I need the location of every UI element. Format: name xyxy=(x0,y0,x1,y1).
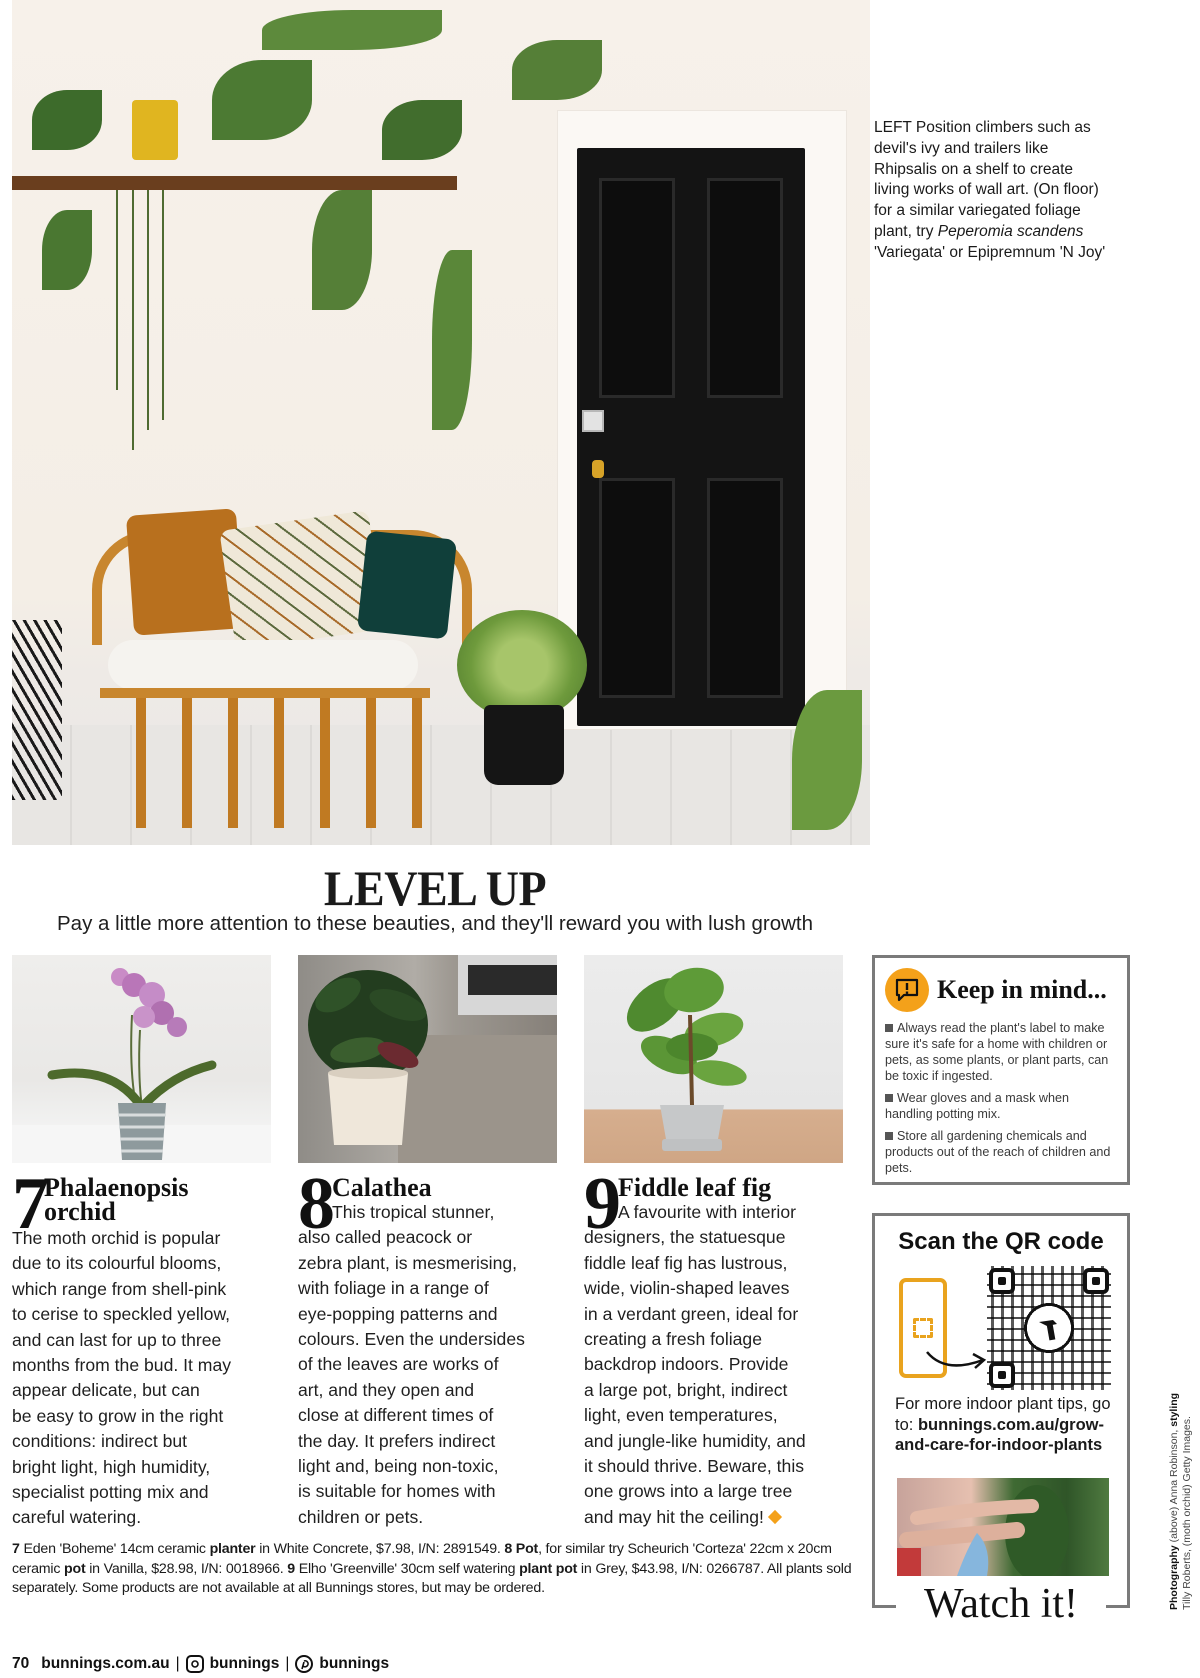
page-footer xyxy=(12,1655,389,1673)
plant-number: 8 xyxy=(298,1163,335,1245)
plant-9-fiddle-leaf-fig xyxy=(584,1163,846,1530)
plant-name: Fiddle leaf fig xyxy=(618,1173,772,1202)
tip-item: Always read the plant's label to make sure it's safe for a home with children or pets, as some plants, or plant parts, can be toxic if ingested. xyxy=(885,1021,1109,1083)
hammer-icon xyxy=(1035,1314,1063,1342)
plant-description-first-line: A favourite with interior xyxy=(618,1202,796,1222)
fiddle-leaf-fig-photo xyxy=(584,955,843,1163)
video-thumbnail[interactable] xyxy=(897,1478,1109,1576)
tips-link[interactable]: bunnings.com.au/grow-and-care-for-indoor-plants xyxy=(895,1415,1105,1454)
calathea-photo xyxy=(298,955,557,1163)
plant-name-line2: orchid xyxy=(44,1197,116,1226)
square-bullet-icon xyxy=(885,1132,893,1140)
page-number: 70 xyxy=(12,1655,30,1672)
pinterest-icon xyxy=(295,1655,313,1673)
curved-arrow-icon xyxy=(925,1346,989,1376)
keep-in-mind-box xyxy=(872,955,1130,1185)
square-bullet-icon xyxy=(885,1024,893,1032)
keep-in-mind-title: Keep in mind... xyxy=(937,975,1107,1004)
black-door xyxy=(577,148,805,726)
door-lock xyxy=(582,410,604,432)
scan-frame-icon xyxy=(913,1318,933,1338)
website-link[interactable]: bunnings.com.au xyxy=(41,1655,170,1672)
tip-item: Store all gardening chemicals and products out of the reach of children and pets. xyxy=(885,1129,1111,1175)
instagram-handle[interactable]: bunnings xyxy=(209,1655,280,1672)
alert-speech-bubble-icon xyxy=(885,968,929,1012)
seat-cushion xyxy=(108,640,418,690)
plant-number: 9 xyxy=(584,1163,621,1245)
plant-description: designers, the statuesque fiddle leaf fig has lustrous, wide, violin-shaped leaves in a verdant green, ideal for creating a fresh foliage backdrop indoors. Provide a large pot, bright, indirect light, even temperatures, and jungle-like humidity, and it should thrive. Beware, this one grows into a large tree and may hit the ceiling! xyxy=(584,1227,806,1527)
qr-code[interactable] xyxy=(987,1266,1111,1390)
plant-description: also called peacock or zebra plant, is mesmerising, with foliage in a range of eye-popping patterns and colours. Even the undersides of the leaves are works of art, and they open and close at different times of the day. It prefers indirect light and, being non-toxic, is suitable for homes with children or pets. xyxy=(298,1227,525,1527)
hero-photo xyxy=(12,0,870,845)
door-knob xyxy=(592,460,604,478)
orchid-photo xyxy=(12,955,271,1163)
square-bullet-icon xyxy=(885,1094,893,1102)
qr-code-box xyxy=(872,1213,1130,1605)
section-subtitle: Pay a little more attention to these beauties, and they'll reward you with lush growth xyxy=(57,912,813,935)
plant-7-orchid xyxy=(12,1163,274,1531)
qr-tips-text: For more indoor plant tips, go to: bunnings.com.au/grow-and-care-for-indoor-plants xyxy=(895,1395,1111,1454)
black-floor-pot xyxy=(484,705,564,785)
divider xyxy=(1106,1605,1130,1608)
separator: | xyxy=(175,1655,180,1672)
qr-title: Scan the QR code xyxy=(898,1228,1104,1255)
separator: | xyxy=(285,1655,290,1672)
plant-name: Phalaenopsis xyxy=(44,1173,189,1202)
instagram-icon xyxy=(186,1655,204,1673)
pinterest-handle[interactable]: bunnings xyxy=(319,1655,390,1672)
end-mark-diamond-icon xyxy=(768,1510,782,1524)
tip-item: Wear gloves and a mask when handling potting mix. xyxy=(885,1091,1069,1121)
loveseat-base xyxy=(100,688,430,828)
hero-caption: LEFT Position climbers such as devil's ivy and trailers like Rhipsalis on a shelf to create living works of wall art. (On floor) for a similar variegated foliage plant, try Peperomia scandens 'Variegata' or Epipremnum 'N Joy' xyxy=(874,119,1106,261)
watch-it-label[interactable]: Watch it! xyxy=(872,1583,1130,1629)
plant-description-first-line: This tropical stunner, xyxy=(332,1202,495,1222)
plant-description: The moth orchid is popular due to its colourful blooms, which range from shell-pink to cerise to speckled yellow, and can last for up to three months from the bud. It may appear delicate, but can be easy to grow in the right conditions: indirect but bright light, high humidity, specialist potting mix and careful watering. xyxy=(12,1228,232,1528)
photo-credit: Photography (above) Anna Robinson, styling Tilly Roberts, (moth orchid) Getty Images. xyxy=(1168,1392,1193,1610)
plant-number: 7 xyxy=(12,1163,49,1245)
wall-shelf xyxy=(12,176,457,190)
product-specs: 7 Eden 'Boheme' 14cm ceramic planter in White Concrete, $7.98, I/N: 2891549. 8 Pot, for similar try Scheurich 'Corteza' 22cm x 20cm ceramic pot in Vanilla, $28.98, I/N: 0018966. 9 Elho 'Greenville' 30cm self watering plant pot in Grey, $43.98, I/N: 0266787. All plants sold separately. Some products are not available at all Bunnings stores, but may be ordered. xyxy=(12,1541,852,1596)
plant-name: Calathea xyxy=(332,1173,432,1202)
plant-8-calathea xyxy=(298,1163,560,1530)
section-title: LEVEL UP xyxy=(323,860,547,917)
